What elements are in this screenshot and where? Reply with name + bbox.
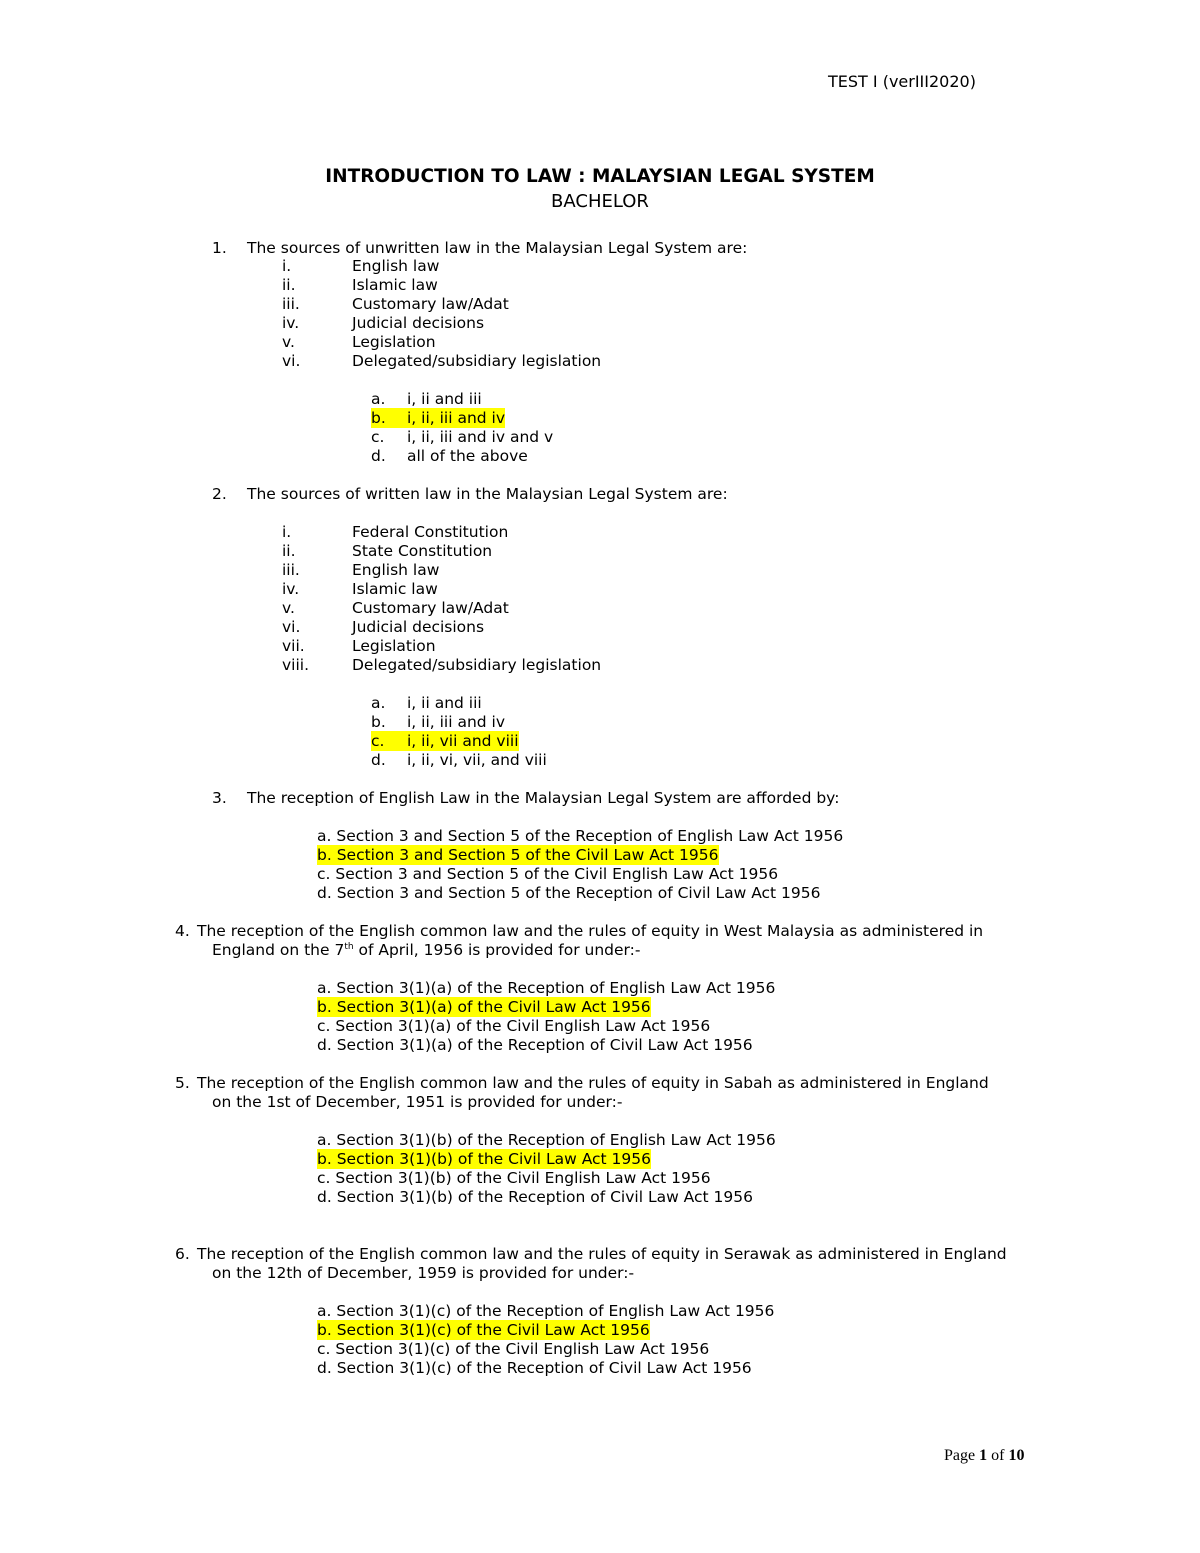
q3-option-b-highlighted: b. Section 3 and Section 5 of the Civil Law Act 1956 <box>317 846 719 864</box>
question-4-line2: England on the 7th of April, 1956 is provided for under:- <box>212 941 641 959</box>
q6-option-b-highlighted: b. Section 3(1)(c) of the Civil Law Act 1956 <box>317 1321 650 1339</box>
q1-option-c: c. i, ii, iii and iv and v <box>371 428 554 446</box>
question-3-number: 3. <box>212 789 227 807</box>
question-6-line2: on the 12th of December, 1959 is provided for under:- <box>212 1264 635 1282</box>
question-2-text: The sources of written law in the Malaysian Legal System are: <box>247 485 728 503</box>
page-label: Page <box>944 1447 976 1464</box>
q2-item: iv. Islamic law <box>282 580 438 598</box>
q1-item: v. Legislation <box>282 333 436 351</box>
q1-option-a: a. i, ii and iii <box>371 390 482 408</box>
question-5-line2: on the 1st of December, 1951 is provided for under:- <box>212 1093 623 1111</box>
q3-option-c: c. Section 3 and Section 5 of the Civil English Law Act 1956 <box>317 865 779 883</box>
q2-item: ii. State Constitution <box>282 542 493 560</box>
q5-option-a: a. Section 3(1)(b) of the Reception of English Law Act 1956 <box>317 1131 776 1149</box>
q4-option-d: d. Section 3(1)(a) of the Reception of Civil Law Act 1956 <box>317 1036 753 1054</box>
q2-option-c-highlighted: c. i, ii, vii and viii <box>371 732 519 750</box>
q4-option-c: c. Section 3(1)(a) of the Civil English Law Act 1956 <box>317 1017 711 1035</box>
q3-option-a: a. Section 3 and Section 5 of the Reception of English Law Act 1956 <box>317 827 844 845</box>
document-subtitle: BACHELOR <box>551 191 649 212</box>
q5-option-d: d. Section 3(1)(b) of the Reception of Civil Law Act 1956 <box>317 1188 753 1206</box>
question-5-line1: The reception of the English common law and the rules of equity in Sabah as administered in England <box>197 1074 989 1092</box>
q1-item: ii. Islamic law <box>282 276 438 294</box>
question-4-number: 4. <box>175 922 190 940</box>
q6-option-d: d. Section 3(1)(c) of the Reception of Civil Law Act 1956 <box>317 1359 752 1377</box>
question-3-text: The reception of English Law in the Malaysian Legal System are afforded by: <box>247 789 840 807</box>
q1-option-b-highlighted: b. i, ii, iii and iv <box>371 409 506 427</box>
q2-option-a: a. i, ii and iii <box>371 694 482 712</box>
q5-option-b-highlighted: b. Section 3(1)(b) of the Civil Law Act 1956 <box>317 1150 651 1168</box>
question-6-line1: The reception of the English common law and the rules of equity in Serawak as administered in England <box>197 1245 1007 1263</box>
q1-option-d: d. all of the above <box>371 447 528 465</box>
document-title: INTRODUCTION TO LAW : MALAYSIAN LEGAL SYSTEM <box>325 166 875 187</box>
q4-option-a: a. Section 3(1)(a) of the Reception of English Law Act 1956 <box>317 979 776 997</box>
q5-option-c: c. Section 3(1)(b) of the Civil English Law Act 1956 <box>317 1169 711 1187</box>
q1-item: iv. Judicial decisions <box>282 314 485 332</box>
header-tag: TEST I (verIII2020) <box>828 72 976 91</box>
q2-item: iii. English law <box>282 561 440 579</box>
q1-item: vi. Delegated/subsidiary legislation <box>282 352 602 370</box>
question-1-text: The sources of unwritten law in the Malaysian Legal System are: <box>247 239 748 257</box>
q3-option-d: d. Section 3 and Section 5 of the Reception of Civil Law Act 1956 <box>317 884 821 902</box>
of-label: of <box>991 1447 1005 1464</box>
q2-item: vi. Judicial decisions <box>282 618 485 636</box>
page-footer <box>944 1446 1024 1466</box>
q2-item: vii. Legislation <box>282 637 436 655</box>
question-2-number: 2. <box>212 485 227 503</box>
q6-option-a: a. Section 3(1)(c) of the Reception of English Law Act 1956 <box>317 1302 775 1320</box>
q2-item: viii. Delegated/subsidiary legislation <box>282 656 602 674</box>
q1-item: i. English law <box>282 257 440 275</box>
q1-item: iii. Customary law/Adat <box>282 295 509 313</box>
question-1-number: 1. <box>212 239 227 257</box>
page-total: 10 <box>1008 1447 1025 1464</box>
q2-option-d: d. i, ii, vi, vii, and viii <box>371 751 547 769</box>
q2-item: i. Federal Constitution <box>282 523 509 541</box>
q6-option-c: c. Section 3(1)(c) of the Civil English Law Act 1956 <box>317 1340 710 1358</box>
question-5-number: 5. <box>175 1074 190 1092</box>
q2-option-b: b. i, ii, iii and iv <box>371 713 506 731</box>
page-number: 1 <box>979 1447 988 1464</box>
q2-item: v. Customary law/Adat <box>282 599 509 617</box>
q4-option-b-highlighted: b. Section 3(1)(a) of the Civil Law Act 1956 <box>317 998 651 1016</box>
question-4-line1: The reception of the English common law and the rules of equity in West Malaysia as administered in <box>197 922 984 940</box>
question-6-number: 6. <box>175 1245 190 1263</box>
